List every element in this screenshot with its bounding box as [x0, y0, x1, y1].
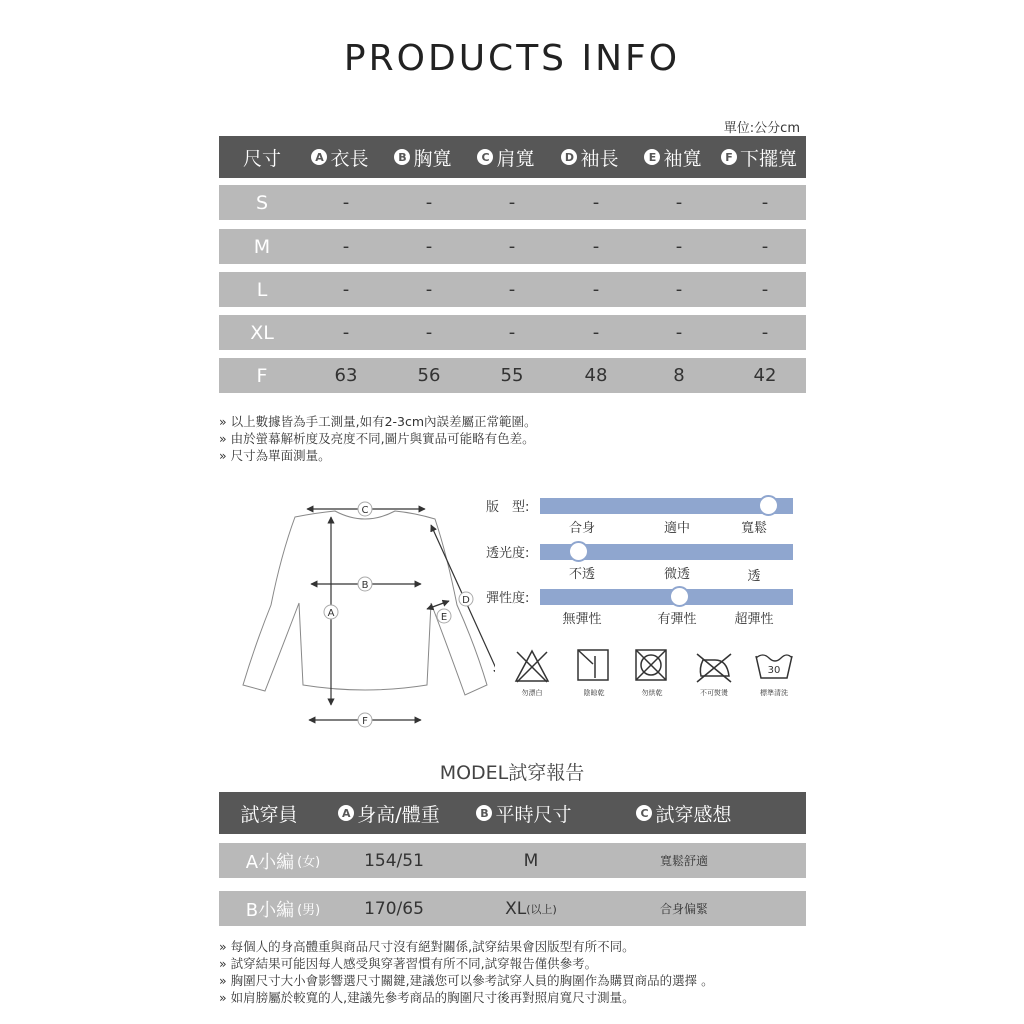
scale-title: 彈性度: — [486, 591, 530, 606]
size-label: XL — [250, 321, 274, 344]
scale-tick-label: 透 — [747, 569, 761, 584]
size-value: 63 — [334, 365, 358, 386]
size-value: - — [592, 279, 600, 300]
size-value: - — [761, 236, 769, 257]
header-tester: 試穿員 — [240, 803, 298, 826]
scale-tick-label: 微透 — [663, 567, 690, 582]
size-value: - — [425, 322, 433, 343]
size-label: F — [256, 364, 268, 387]
model-height-weight: 170/65 — [364, 898, 424, 919]
header-height-weight: A 身高/體重 — [329, 792, 449, 834]
size-value: - — [342, 192, 350, 213]
scale-knob — [568, 541, 589, 562]
model-report-title: MODEL試穿報告 — [439, 762, 585, 784]
care-label: 標準清洗 — [760, 689, 788, 697]
model-row — [219, 891, 806, 926]
size-value: - — [425, 236, 433, 257]
size-table-header — [219, 136, 806, 178]
size-label: S — [255, 191, 269, 214]
footer-notes — [219, 938, 714, 1006]
note-line: » 由於螢幕解析度及亮度不同,圖片與實品可能略有色差。 — [219, 431, 535, 446]
scale-tick-label: 有彈性 — [657, 612, 697, 627]
shade-dry-icon — [575, 648, 613, 684]
model-name: B小編 (男) — [245, 899, 321, 921]
size-value: - — [508, 322, 516, 343]
scale-tick-label: 適中 — [663, 521, 690, 536]
size-value: - — [508, 279, 516, 300]
size-value: 8 — [673, 365, 685, 386]
size-value: - — [675, 236, 683, 257]
size-value: - — [508, 192, 516, 213]
note-line: » 以上數據皆為手工測量,如有2-3cm內誤差屬正常範圍。 — [219, 414, 537, 429]
size-value: 48 — [584, 365, 608, 386]
scale-title: 透光度: — [486, 546, 530, 561]
size-row — [219, 315, 806, 350]
scale-title: 版 型: — [486, 500, 530, 515]
header-sleeve-length: D 袖長 — [548, 136, 632, 178]
scale-knob — [669, 586, 690, 607]
garment-outline — [243, 511, 487, 695]
care-icons — [505, 648, 805, 708]
scale-bar — [540, 544, 793, 560]
header-chest: B 胸寬 — [381, 136, 465, 178]
size-value: - — [675, 322, 683, 343]
model-table-header — [219, 792, 806, 834]
model-feedback: 寬鬆舒適 — [659, 854, 708, 868]
size-value: 42 — [753, 365, 777, 386]
header-feedback: C 試穿感想 — [629, 792, 739, 834]
scale-bar — [540, 498, 793, 514]
model-usual-size: M — [523, 850, 539, 871]
wash-temp: 30 — [767, 665, 781, 676]
size-row — [219, 358, 806, 393]
size-value: - — [592, 236, 600, 257]
size-value: - — [592, 192, 600, 213]
header-length: A 衣長 — [299, 136, 381, 178]
unit-label: 單位:公分cm — [723, 121, 800, 136]
label-e: E — [440, 612, 448, 623]
label-b: B — [361, 580, 369, 591]
header-size: 尺寸 — [242, 147, 281, 170]
note-line: » 尺寸為單面測量。 — [219, 448, 331, 463]
label-d: D — [462, 595, 470, 606]
size-value: - — [761, 192, 769, 213]
size-value: - — [508, 236, 516, 257]
model-row — [219, 843, 806, 878]
label-f: F — [362, 716, 368, 727]
scale-bar — [540, 589, 793, 605]
size-value: - — [675, 279, 683, 300]
garment-diagram — [235, 495, 495, 735]
label-a: A — [327, 608, 335, 619]
model-usual-size: XL (以上) — [505, 898, 557, 919]
size-value: - — [425, 192, 433, 213]
scale-tick-label: 超彈性 — [734, 612, 774, 627]
size-row — [219, 185, 806, 220]
size-row — [219, 272, 806, 307]
scale-knob — [758, 495, 779, 516]
care-label: 勿漂白 — [521, 689, 543, 697]
care-label: 陰晾乾 — [583, 689, 605, 697]
size-value: 55 — [500, 365, 524, 386]
scale-tick-label: 合身 — [568, 521, 595, 536]
header-usual-size: B 平時尺寸 — [469, 792, 579, 834]
measurement-notes — [219, 413, 537, 464]
wash-30-icon — [753, 650, 795, 682]
no-bleach-icon — [513, 648, 551, 684]
size-value: 56 — [417, 365, 441, 386]
care-label: 勿烘乾 — [641, 689, 663, 697]
scale-tick-label: 無彈性 — [562, 612, 602, 627]
no-tumble-dry-icon — [633, 648, 671, 684]
header-sleeve-width: E 袖寬 — [631, 136, 715, 178]
size-value: - — [342, 279, 350, 300]
size-label: M — [253, 235, 271, 258]
header-shoulder: C 肩寬 — [464, 136, 548, 178]
size-value: - — [425, 279, 433, 300]
label-c: C — [361, 505, 369, 516]
no-iron-icon — [693, 648, 735, 684]
size-value: - — [592, 322, 600, 343]
scale-tick-label: 不透 — [568, 567, 595, 582]
model-name: A小編 (女) — [245, 851, 321, 873]
size-row — [219, 229, 806, 264]
scale-tick-label: 寬鬆 — [740, 521, 767, 536]
size-value: - — [342, 236, 350, 257]
size-value: - — [761, 279, 769, 300]
size-label: L — [256, 278, 268, 301]
care-label: 不可熨燙 — [700, 689, 728, 697]
size-value: - — [342, 322, 350, 343]
page-title: PRODUCTS INFO — [343, 38, 681, 79]
size-value: - — [761, 322, 769, 343]
size-value: - — [675, 192, 683, 213]
model-feedback: 合身偏緊 — [659, 902, 708, 916]
note-line: » 胸圍尺寸大小會影響選尺寸關鍵,建議您可以參考試穿人員的胸圍作為購買商品的選擇 。 — [219, 973, 714, 988]
note-line: » 每個人的身高體重與商品尺寸沒有絕對關係,試穿結果會因版型有所不同。 — [219, 939, 635, 954]
header-hem-width: F 下擺寬 — [709, 136, 809, 178]
note-line: » 如肩膀屬於較寬的人,建議先參考商品的胸圍尺寸後再對照肩寬尺寸測量。 — [219, 990, 635, 1005]
model-height-weight: 154/51 — [364, 850, 424, 871]
note-line: » 試穿結果可能因每人感受與穿著習慣有所不同,試穿報告僅供參考。 — [219, 956, 598, 971]
